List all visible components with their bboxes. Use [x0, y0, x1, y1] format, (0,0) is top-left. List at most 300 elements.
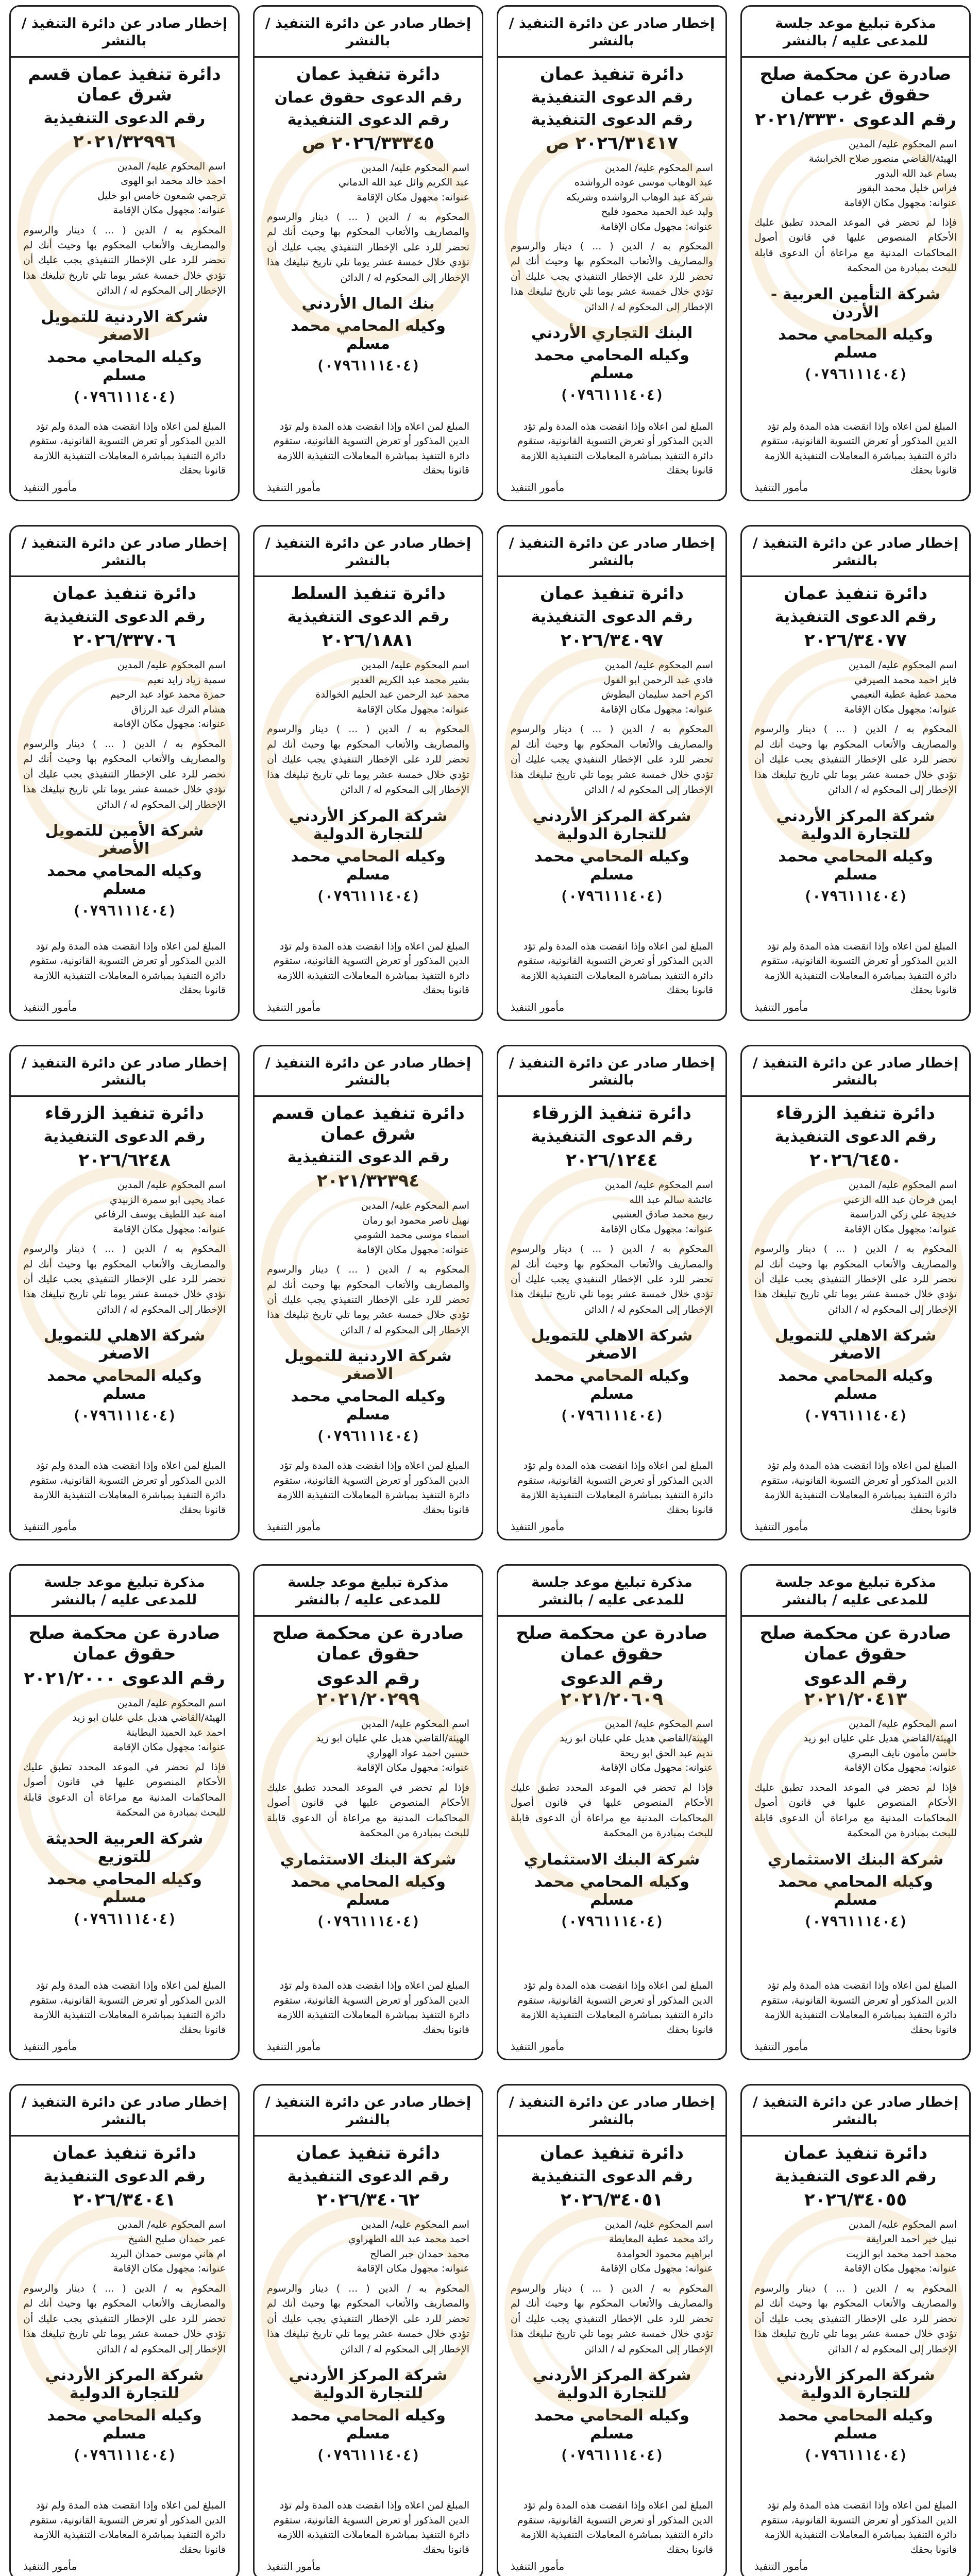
- notice-department: دائرة تنفيذ عمان قسم شرق عمان: [272, 1103, 465, 1145]
- notice-department: دائرة تنفيذ عمان: [52, 2142, 197, 2163]
- lawyer-phone: (٠٧٩٦١١١٤٠٤): [560, 2447, 664, 2464]
- notice-department: دائرة تنفيذ عمان: [296, 63, 441, 84]
- party-name: محمد عطية عطية النعيمي: [851, 689, 957, 701]
- party-name: عمر حمدان صليح الشيخ: [128, 2233, 226, 2245]
- signature: مأمور التنفيذ: [754, 2040, 808, 2053]
- address-line: عنوانه: مجهول مكان الإقامة: [600, 1762, 713, 1774]
- notice-header: إخطار صادر عن دائرة التنفيذ / بالنشر: [742, 2091, 969, 2137]
- parties-list: [754, 658, 957, 717]
- signature: مأمور التنفيذ: [23, 1520, 77, 1533]
- notice-card: [9, 5, 240, 501]
- party-name: اسماء موسى محمد الشومي: [353, 1229, 469, 1241]
- closing-text: المبلغ لمن اعلاه وإذا انقضت هذه المدة ولم تؤد الدين المذكور أو تعرض التسوية القانونية، ستقوم دائرة التنفيذ بمباشرة المعاملات التنفيذية اللازمة قانونا بحقك: [761, 1460, 957, 1516]
- creditor-company: شركة الاهلي للتمويل الاصغر: [531, 1327, 693, 1363]
- party-name: نديم عبد الحق ابو ريحة: [620, 1747, 713, 1759]
- closing-text: المبلغ لمن اعلاه وإذا انقضت هذه المدة ولم تؤد الدين المذكور أو تعرض التسوية القانونية، ستقوم دائرة التنفيذ بمباشرة المعاملات التنفيذية اللازمة قانونا بحقك: [29, 2500, 226, 2555]
- party-name: ابراهيم محمود الحوامدة: [616, 2248, 713, 2260]
- case-label: رقم الدعوى التنفيذية: [43, 608, 206, 626]
- case-number: رقم الدعوى ٢٠٢١/٣٣٣٠: [755, 109, 956, 130]
- debtor-label: اسم المحكوم عليه/ المدين: [604, 659, 713, 671]
- signature: مأمور التنفيذ: [23, 2040, 77, 2053]
- notice-card: [9, 1045, 240, 1541]
- notice-header: إخطار صادر عن دائرة التنفيذ / بالنشر: [11, 2091, 238, 2137]
- notice-header: إخطار صادر عن دائرة التنفيذ / بالنشر: [255, 1052, 482, 1097]
- lawyer-name: وكيله المحامي محمد مسلم: [47, 2406, 202, 2443]
- notice-header: إخطار صادر عن دائرة التنفيذ / بالنشر: [498, 532, 725, 578]
- party-name: حاسن مأمون نايف البصري: [848, 1747, 957, 1759]
- notice-body: المحكوم به / الدين ( ... ) دينار والرسوم والمصاريف والأتعاب المحكوم بها وحيث أنك لم تحضر للرد على الإخطار التنفيذي يجب عليك أن تؤدي خلال خمسة عشر يوما تلي تاريخ تبليغك هذا الإخطار إلى المحكوم له / الدائن: [23, 224, 226, 297]
- lawyer-phone: (٠٧٩٦١١١٤٠٤): [803, 365, 908, 383]
- lawyer-name: وكيله المحامي محمد مسلم: [778, 1872, 933, 1909]
- signature: مأمور التنفيذ: [23, 2560, 77, 2573]
- party-name: فايز احمد محمد الصيرفي: [854, 674, 957, 686]
- lawyer-name: وكيله المحامي محمد مسلم: [291, 1872, 446, 1909]
- party-name: خديجة علي زكي الدراسمة: [850, 1209, 957, 1221]
- creditor-company: شركة البنك الاستثماري: [523, 1850, 700, 1869]
- case-label: رقم الدعوى التنفيذية: [287, 1148, 449, 1167]
- debtor-label: اسم المحكوم عليه/ المدين: [117, 160, 226, 172]
- debtor-label: اسم المحكوم عليه/ المدين: [361, 1718, 469, 1730]
- lawyer-name: وكيله المحامي محمد مسلم: [291, 847, 446, 884]
- lawyer-phone: (٠٧٩٦١١١٤٠٤): [316, 887, 420, 905]
- lawyer-name: وكيله المحامي محمد مسلم: [778, 847, 933, 884]
- closing-text: المبلغ لمن اعلاه وإذا انقضت هذه المدة ولم تؤد الدين المذكور أو تعرض التسوية القانونية، ستقوم دائرة التنفيذ بمباشرة المعاملات التنفيذية اللازمة قانونا بحقك: [29, 1460, 226, 1516]
- party-name: عبد الوهاب موسى عوده الرواشده: [575, 177, 713, 188]
- notice-department: دائرة تنفيذ الزرقاء: [532, 1103, 691, 1124]
- lawyer-phone: (٠٧٩٦١١١٤٠٤): [316, 1428, 420, 1445]
- signature: مأمور التنفيذ: [511, 2560, 565, 2573]
- case-number: ٢٠٢٦/٣٤٠٩٧: [560, 630, 664, 651]
- lawyer-name: وكيله المحامي محمد مسلم: [291, 317, 446, 353]
- debtor-label: اسم المحكوم عليه/ المدين: [604, 2218, 713, 2230]
- notice-header: إخطار صادر عن دائرة التنفيذ / بالنشر: [498, 2091, 725, 2137]
- case-label: رقم الدعوى التنفيذية: [531, 1128, 693, 1146]
- creditor-company: شركة المركز الأردني للتجارة الدولية: [45, 2366, 204, 2403]
- parties-list: [267, 161, 469, 205]
- signature: مأمور التنفيذ: [23, 1001, 77, 1013]
- lawyer-phone: (٠٧٩٦١١١٤٠٤): [560, 887, 664, 905]
- address-line: عنوانه: مجهول مكان الإقامة: [357, 1244, 469, 1256]
- notice-body: المحكوم به / الدين ( ... ) دينار والرسوم والمصاريف والأتعاب المحكوم بها وحيث أنك لم تحضر للرد على الإخطار التنفيذي يجب عليك أن تؤدي خلال خمسة عشر يوما تلي تاريخ تبليغك هذا الإخطار إلى المحكوم له / الدائن: [23, 2282, 226, 2355]
- party-name: امنه عبد اللطيف يوسف الرفاعي: [94, 1209, 226, 1221]
- debtor-label: اسم المحكوم عليه/ المدين: [361, 162, 469, 174]
- parties-list: [23, 1178, 226, 1236]
- notice-body: المحكوم به / الدين ( ... ) دينار والرسوم والمصاريف والأتعاب المحكوم بها وحيث أنك لم تحضر للرد على الإخطار التنفيذي يجب عليك أن تؤدي خلال خمسة عشر يوما تلي تاريخ تبليغك هذا الإخطار إلى المحكوم له / الدائن: [754, 723, 957, 796]
- debtor-label: اسم المحكوم عليه/ المدين: [361, 2218, 469, 2230]
- notice-body: فإذا لم تحضر في الموعد المحدد تطبق عليك الأحكام المنصوص عليها في قانون أصول المحاكمات المدنية مع مراعاة أن الدعوى قابلة للبحث بمبادرة من المحكمة: [23, 1761, 226, 1819]
- lawyer-phone: (٠٧٩٦١١١٤٠٤): [72, 1910, 177, 1927]
- signature: مأمور التنفيذ: [511, 1520, 565, 1533]
- lawyer-name: وكيله المحامي محمد مسلم: [534, 847, 689, 884]
- party-name: ايمن فرحان عبد الله الزعبي: [843, 1194, 957, 1206]
- notice-card: [253, 1045, 483, 1541]
- notice-card: [253, 5, 483, 501]
- lawyer-phone: (٠٧٩٦١١١٤٠٤): [560, 1912, 664, 1930]
- party-name: محمد احمد محمد ابو الزيت: [846, 2248, 957, 2260]
- lawyer-phone: (٠٧٩٦١١١٤٠٤): [316, 2447, 420, 2464]
- notice-body: فإذا لم تحضر في الموعد المحدد تطبق عليك الأحكام المنصوص عليها في قانون أصول المحاكمات المدنية مع مراعاة أن الدعوى قابلة للبحث بمبادرة من المحكمة: [754, 217, 957, 274]
- creditor-company: شركة المركز الأردني للتجارة الدولية: [776, 2366, 935, 2403]
- signature: مأمور التنفيذ: [267, 2560, 321, 2573]
- lawyer-name: وكيله المحامي محمد مسلم: [534, 1872, 689, 1909]
- party-name: احمد خالد محمد ابو الهوى: [121, 175, 226, 187]
- lawyer-phone: (٠٧٩٦١١١٤٠٤): [72, 1407, 177, 1425]
- parties-list: [754, 1178, 957, 1236]
- parties-list: [511, 2217, 713, 2276]
- closing-text: المبلغ لمن اعلاه وإذا انقضت هذه المدة ولم تؤد الدين المذكور أو تعرض التسوية القانونية، ستقوم دائرة التنفيذ بمباشرة المعاملات التنفيذية اللازمة قانونا بحقك: [517, 1980, 713, 2036]
- notice-body: المحكوم به / الدين ( ... ) دينار والرسوم والمصاريف والأتعاب المحكوم بها وحيث أنك لم تحضر للرد على الإخطار التنفيذي يجب عليك أن تؤدي خلال خمسة عشر يوما تلي تاريخ تبليغك هذا الإخطار إلى المحكوم له / الدائن: [23, 1243, 226, 1315]
- lawyer-name: وكيله المحامي محمد مسلم: [534, 346, 689, 383]
- lawyer-phone: (٠٧٩٦١١١٤٠٤): [316, 1912, 420, 1930]
- notice-body: فإذا لم تحضر في الموعد المحدد تطبق عليك الأحكام المنصوص عليها في قانون أصول المحاكمات المدنية مع مراعاة أن الدعوى قابلة للبحث بمبادرة من المحكمة: [511, 1782, 713, 1839]
- creditor-company: شركة المركز الأردني للتجارة الدولية: [289, 807, 448, 843]
- case-label: رقم الدعوى التنفيذية: [774, 1128, 937, 1146]
- case-number: ٢٠٢٦/٣٤٠٥١: [560, 2189, 664, 2210]
- signature: مأمور التنفيذ: [511, 481, 565, 494]
- signature: مأمور التنفيذ: [754, 1520, 808, 1533]
- closing-text: المبلغ لمن اعلاه وإذا انقضت هذه المدة ولم تؤد الدين المذكور أو تعرض التسوية القانونية، ستقوم دائرة التنفيذ بمباشرة المعاملات التنفيذية اللازمة قانونا بحقك: [273, 2500, 469, 2555]
- case-number: ٢٠٢٦/٣١٤١٧ ص: [546, 132, 678, 154]
- party-name: احمد محمد عبد الله الطهراوي: [348, 2233, 469, 2245]
- parties-list: [754, 1717, 957, 1775]
- notice-body: المحكوم به / الدين ( ... ) دينار والرسوم والمصاريف والأتعاب المحكوم بها وحيث أنك لم تحضر للرد على الإخطار التنفيذي يجب عليك أن تؤدي خلال خمسة عشر يوما تلي تاريخ تبليغك هذا الإخطار إلى المحكوم له / الدائن: [511, 2282, 713, 2355]
- notice-body: فإذا لم تحضر في الموعد المحدد تطبق عليك الأحكام المنصوص عليها في قانون أصول المحاكمات المدنية مع مراعاة أن الدعوى قابلة للبحث بمبادرة من المحكمة: [754, 1782, 957, 1839]
- creditor-company: شركة العربية الحديثة للتوزيع: [45, 1829, 204, 1866]
- parties-list: [23, 159, 226, 218]
- parties-list: [511, 161, 713, 234]
- parties-list: [267, 1198, 469, 1257]
- party-name: الهيئة/القاضي هديل علي عليان ابو زيد: [72, 1712, 226, 1724]
- lawyer-name: وكيله المحامي محمد مسلم: [47, 1367, 202, 1403]
- notice-header: مذكرة تبليغ موعد جلسة للمدعى عليه / بالنشر: [11, 1571, 238, 1617]
- debtor-label: اسم المحكوم عليه/ المدين: [604, 1179, 713, 1191]
- lawyer-name: وكيله المحامي محمد مسلم: [778, 325, 933, 362]
- notice-header: مذكرة تبليغ موعد جلسة للمدعى عليه / بالنشر: [255, 1571, 482, 1617]
- case-number: ٢٠٢٦/٣٤٠٤١: [73, 2189, 176, 2210]
- signature: مأمور التنفيذ: [754, 1001, 808, 1013]
- debtor-label: اسم المحكوم عليه/ المدين: [604, 1718, 713, 1730]
- closing-text: المبلغ لمن اعلاه وإذا انقضت هذه المدة ولم تؤد الدين المذكور أو تعرض التسوية القانونية، ستقوم دائرة التنفيذ بمباشرة المعاملات التنفيذية اللازمة قانونا بحقك: [273, 1980, 469, 2036]
- closing-text: المبلغ لمن اعلاه وإذا انقضت هذه المدة ولم تؤد الدين المذكور أو تعرض التسوية القانونية، ستقوم دائرة التنفيذ بمباشرة المعاملات التنفيذية اللازمة قانونا بحقك: [29, 940, 226, 996]
- notice-header: إخطار صادر عن دائرة التنفيذ / بالنشر: [742, 532, 969, 578]
- parties-list: [267, 658, 469, 717]
- notice-body: المحكوم به / الدين ( ... ) دينار والرسوم والمصاريف والأتعاب المحكوم بها وحيث أنك لم تحضر للرد على الإخطار التنفيذي يجب عليك أن تؤدي خلال خمسة عشر يوما تلي تاريخ تبليغك هذا الإخطار إلى المحكوم له / الدائن: [267, 211, 469, 283]
- notice-card: [9, 2084, 240, 2576]
- address-line: عنوانه: مجهول مكان الإقامة: [844, 197, 957, 209]
- debtor-label: اسم المحكوم عليه/ المدين: [848, 1718, 957, 1730]
- closing-text: المبلغ لمن اعلاه وإذا انقضت هذه المدة ولم تؤد الدين المذكور أو تعرض التسوية القانونية، ستقوم دائرة التنفيذ بمباشرة المعاملات التنفيذية اللازمة قانونا بحقك: [517, 940, 713, 996]
- notice-department: صادرة عن محكمة صلح حقوق عمان: [759, 1622, 952, 1664]
- notice-body: المحكوم به / الدين ( ... ) دينار والرسوم والمصاريف والأتعاب المحكوم بها وحيث أنك لم تحضر للرد على الإخطار التنفيذي يجب عليك أن تؤدي خلال خمسة عشر يوما تلي تاريخ تبليغك هذا الإخطار إلى المحكوم له / الدائن: [754, 2282, 957, 2355]
- creditor-company: شركة الأمين للتمويل الأصغر: [45, 822, 204, 858]
- notice-department: دائرة تنفيذ عمان: [783, 2142, 928, 2163]
- closing-text: المبلغ لمن اعلاه وإذا انقضت هذه المدة ولم تؤد الدين المذكور أو تعرض التسوية القانونية، ستقوم دائرة التنفيذ بمباشرة المعاملات التنفيذية اللازمة قانونا بحقك: [29, 1980, 226, 2036]
- parties-list: [267, 2217, 469, 2276]
- closing-text: المبلغ لمن اعلاه وإذا انقضت هذه المدة ولم تؤد الدين المذكور أو تعرض التسوية القانونية، ستقوم دائرة التنفيذ بمباشرة المعاملات التنفيذية اللازمة قانونا بحقك: [761, 1980, 957, 2036]
- party-name: ربيع محمد صادق العشبي: [612, 1209, 713, 1221]
- signature: مأمور التنفيذ: [511, 2040, 565, 2053]
- case-number: ٢٠٢٦/٣٤٠٧٧: [804, 630, 907, 651]
- case-number: ٢٠٢٦/٣٤٠٦٢: [316, 2189, 420, 2210]
- case-label: رقم الدعوى التنفيذية: [287, 2167, 449, 2185]
- address-line: عنوانه: مجهول مكان الإقامة: [113, 718, 226, 730]
- party-name: الهيئة/القاضي هديل علي عليان ابو زيد: [316, 1733, 469, 1744]
- notice-header: إخطار صادر عن دائرة التنفيذ / بالنشر: [11, 1052, 238, 1097]
- case-label: رقم الدعوى التنفيذية: [531, 110, 693, 129]
- address-line: عنوانه: مجهول مكان الإقامة: [357, 1762, 469, 1774]
- notice-header: إخطار صادر عن دائرة التنفيذ / بالنشر: [255, 12, 482, 58]
- closing-text: المبلغ لمن اعلاه وإذا انقضت هذه المدة ولم تؤد الدين المذكور أو تعرض التسوية القانونية، ستقوم دائرة التنفيذ بمباشرة المعاملات التنفيذية اللازمة قانونا بحقك: [761, 940, 957, 996]
- case-label: رقم الدعوى التنفيذية: [531, 2167, 693, 2185]
- case-label: رقم الدعوى التنفيذية: [287, 110, 449, 129]
- case-number: رقم الدعوى ٢٠٢١/٢٠٠٠: [24, 1668, 225, 1689]
- notice-header: مذكرة تبليغ موعد جلسة للمدعى عليه / بالنشر: [742, 1571, 969, 1617]
- notice-department: دائرة تنفيذ عمان: [539, 63, 684, 84]
- notice-body: المحكوم به / الدين ( ... ) دينار والرسوم والمصاريف والأتعاب المحكوم بها وحيث أنك لم تحضر للرد على الإخطار التنفيذي يجب عليك أن تؤدي خلال خمسة عشر يوما تلي تاريخ تبليغك هذا الإخطار إلى المحكوم له / الدائن: [267, 1264, 469, 1336]
- notice-department: دائرة تنفيذ عمان: [539, 583, 684, 604]
- party-name: الهيئة/القاضي منصور صلاح الخرابشة: [808, 153, 957, 164]
- debtor-label: اسم المحكوم عليه/ المدين: [117, 2218, 226, 2230]
- notice-card: [740, 2084, 971, 2576]
- closing-text: المبلغ لمن اعلاه وإذا انقضت هذه المدة ولم تؤد الدين المذكور أو تعرض التسوية القانونية، ستقوم دائرة التنفيذ بمباشرة المعاملات التنفيذية اللازمة قانونا بحقك: [273, 1460, 469, 1516]
- case-number: ٢٠٢١/٣٢٣٩٤: [316, 1171, 420, 1192]
- address-line: عنوانه: مجهول مكان الإقامة: [600, 1223, 713, 1235]
- debtor-label: اسم المحكوم عليه/ المدين: [848, 1179, 957, 1191]
- party-name: نبيل خير احمد العرايقة: [866, 2233, 957, 2245]
- notice-header: مذكرة تبليغ موعد جلسة للمدعى عليه / بالنشر: [498, 1571, 725, 1617]
- address-line: عنوانه: مجهول مكان الإقامة: [113, 1741, 226, 1753]
- debtor-label: اسم المحكوم عليه/ المدين: [848, 2218, 957, 2230]
- party-name: وليد عبد الحميد محمود فليح: [601, 206, 713, 217]
- party-name: الهيئة/القاضي هديل علي عليان ابو زيد: [803, 1733, 957, 1744]
- closing-text: المبلغ لمن اعلاه وإذا انقضت هذه المدة ولم تؤد الدين المذكور أو تعرض التسوية القانونية، ستقوم دائرة التنفيذ بمباشرة المعاملات التنفيذية اللازمة قانونا بحقك: [761, 2500, 957, 2555]
- notice-body: المحكوم به / الدين ( ... ) دينار والرسوم والمصاريف والأتعاب المحكوم بها وحيث أنك لم تحضر للرد على الإخطار التنفيذي يجب عليك أن تؤدي خلال خمسة عشر يوما تلي تاريخ تبليغك هذا الإخطار إلى المحكوم له / الدائن: [754, 1243, 957, 1315]
- signature: مأمور التنفيذ: [267, 2040, 321, 2053]
- closing-text: المبلغ لمن اعلاه وإذا انقضت هذه المدة ولم تؤد الدين المذكور أو تعرض التسوية القانونية، ستقوم دائرة التنفيذ بمباشرة المعاملات التنفيذية اللازمة قانونا بحقك: [517, 1460, 713, 1516]
- party-name: بشير محمد عبد الكريم الغدير: [351, 674, 469, 686]
- parties-list: [511, 1717, 713, 1775]
- signature: مأمور التنفيذ: [267, 481, 321, 494]
- notice-department: دائرة تنفيذ عمان: [52, 583, 197, 604]
- case-number: ٢٠٢٦/٣٣٧٠٦: [73, 630, 176, 651]
- debtor-label: اسم المحكوم عليه/ المدين: [117, 659, 226, 671]
- lawyer-phone: (٠٧٩٦١١١٤٠٤): [803, 2447, 908, 2464]
- notice-card: [253, 525, 483, 1021]
- creditor-company: شركة التأمين العربية - الأردن: [770, 285, 941, 321]
- notices-grid: [9, 5, 971, 2576]
- case-label: رقم الدعوى التنفيذية: [43, 2167, 206, 2185]
- creditor-company: شركة المركز الأردني للتجارة الدولية: [532, 807, 691, 843]
- notice-department: صادرة عن محكمة صلح حقوق عمان: [28, 1622, 221, 1664]
- address-line: عنوانه: مجهول مكان الإقامة: [357, 2263, 469, 2275]
- party-name: عبد الكريم وائل عبد الله الدماني: [338, 177, 469, 188]
- lawyer-name: وكيله المحامي محمد مسلم: [47, 1870, 202, 1906]
- lawyer-name: وكيله المحامي محمد مسلم: [291, 2406, 446, 2443]
- address-line: عنوانه: مجهول مكان الإقامة: [844, 1223, 957, 1235]
- notice-header: إخطار صادر عن دائرة التنفيذ / بالنشر: [498, 12, 725, 58]
- address-line: عنوانه: مجهول مكان الإقامة: [113, 1223, 226, 1235]
- notice-card: [497, 1045, 727, 1541]
- case-number: ٢٠٢٦/١٢٤٤: [566, 1150, 658, 1171]
- debtor-label: اسم المحكوم عليه/ المدين: [848, 138, 957, 150]
- case-number: رقم الدعوى ٢٠٢١/٢٠٦٠٩: [560, 1668, 664, 1709]
- notice-card: [253, 1564, 483, 2060]
- case-label: رقم الدعوى التنفيذية: [43, 1128, 206, 1146]
- notice-department: دائرة تنفيذ عمان: [296, 2142, 441, 2163]
- notice-department: دائرة تنفيذ الزرقاء: [776, 1103, 935, 1124]
- notice-subtitle: رقم الدعوى التنفيذية: [531, 88, 693, 107]
- notice-card: [497, 1564, 727, 2060]
- lawyer-phone: (٠٧٩٦١١١٤٠٤): [803, 1912, 908, 1930]
- case-number: رقم الدعوى ٢٠٢١/٢٠٢٩٩: [316, 1668, 420, 1709]
- party-name: شركة عبد الوهاب الرواشده وشريكه: [566, 191, 713, 203]
- party-name: احمد عبد الحميد البطاينة: [126, 1726, 226, 1738]
- notice-card: [740, 1564, 971, 2060]
- address-line: عنوانه: مجهول مكان الإقامة: [844, 703, 957, 715]
- closing-text: المبلغ لمن اعلاه وإذا انقضت هذه المدة ولم تؤد الدين المذكور أو تعرض التسوية القانونية، ستقوم دائرة التنفيذ بمباشرة المعاملات التنفيذية اللازمة قانونا بحقك: [517, 420, 713, 477]
- party-name: عائشة سالم عبد الله: [629, 1194, 713, 1206]
- notice-header: إخطار صادر عن دائرة التنفيذ / بالنشر: [255, 2091, 482, 2137]
- address-line: عنوانه: مجهول مكان الإقامة: [113, 205, 226, 216]
- case-number: ٢٠٢٦/٣٤٠٥٥: [804, 2189, 907, 2210]
- creditor-company: شركة الاردنية للتمويل الاصغر: [284, 1347, 452, 1384]
- lawyer-phone: (٠٧٩٦١١١٤٠٤): [72, 902, 177, 920]
- lawyer-phone: (٠٧٩٦١١١٤٠٤): [560, 386, 664, 404]
- party-name: ام هاني موسى حمدان البريد: [110, 2248, 226, 2260]
- party-name: بسام عبد الله البدور: [875, 167, 957, 179]
- notice-body: المحكوم به / الدين ( ... ) دينار والرسوم والمصاريف والأتعاب المحكوم بها وحيث أنك لم تحضر للرد على الإخطار التنفيذي يجب عليك أن تؤدي خلال خمسة عشر يوما تلي تاريخ تبليغك هذا الإخطار إلى المحكوم له / الدائن: [511, 723, 713, 796]
- party-name: سمية زياد زايد نعيم: [147, 674, 226, 686]
- address-line: عنوانه: مجهول مكان الإقامة: [600, 221, 713, 232]
- party-name: الهيئة/القاضي هديل علي عليان ابو زيد: [560, 1733, 713, 1744]
- party-name: هشام الترك عبد الرزاق: [131, 703, 226, 715]
- lawyer-phone: (٠٧٩٦١١١٤٠٤): [803, 887, 908, 905]
- parties-list: [23, 658, 226, 732]
- closing-text: المبلغ لمن اعلاه وإذا انقضت هذه المدة ولم تؤد الدين المذكور أو تعرض التسوية القانونية، ستقوم دائرة التنفيذ بمباشرة المعاملات التنفيذية اللازمة قانونا بحقك: [517, 2500, 713, 2555]
- party-name: فراس خليل محمد البقور: [857, 182, 957, 194]
- party-name: ترجمي شمعون خامس ابو خليل: [97, 190, 226, 201]
- notice-card: [740, 525, 971, 1021]
- notice-header: إخطار صادر عن دائرة التنفيذ / بالنشر: [255, 532, 482, 578]
- notice-subtitle: رقم الدعوى حقوق عمان: [274, 88, 462, 107]
- notice-department: صادرة عن محكمة صلح حقوق عمان: [516, 1622, 708, 1664]
- case-number: ٢٠٢١/٣٢٩٩٦: [73, 131, 176, 152]
- address-line: عنوانه: مجهول مكان الإقامة: [113, 2263, 226, 2275]
- notice-card: [740, 5, 971, 501]
- lawyer-name: وكيله المحامي محمد مسلم: [534, 1367, 689, 1403]
- address-line: عنوانه: مجهول مكان الإقامة: [357, 703, 469, 715]
- notice-card: [497, 5, 727, 501]
- signature: مأمور التنفيذ: [267, 1520, 321, 1533]
- address-line: عنوانه: مجهول مكان الإقامة: [600, 2263, 713, 2275]
- address-line: عنوانه: مجهول مكان الإقامة: [844, 1762, 957, 1774]
- notice-card: [740, 1045, 971, 1541]
- party-name: عماد يحيى ابو سمرة الزبيدي: [110, 1194, 226, 1206]
- closing-text: المبلغ لمن اعلاه وإذا انقضت هذه المدة ولم تؤد الدين المذكور أو تعرض التسوية القانونية، ستقوم دائرة التنفيذ بمباشرة المعاملات التنفيذية اللازمة قانونا بحقك: [273, 940, 469, 996]
- lawyer-phone: (٠٧٩٦١١١٤٠٤): [316, 357, 420, 375]
- party-name: اكرم احمد سليمان البطوش: [601, 689, 713, 701]
- notice-department: دائرة تنفيذ الزرقاء: [45, 1103, 204, 1124]
- notice-card: [9, 1564, 240, 2060]
- case-label: رقم الدعوى التنفيذية: [531, 608, 693, 626]
- notice-header: إخطار صادر عن دائرة التنفيذ / بالنشر: [11, 12, 238, 58]
- lawyer-name: وكيله المحامي محمد مسلم: [47, 862, 202, 899]
- lawyer-phone: (٠٧٩٦١١١٤٠٤): [803, 1407, 908, 1425]
- case-number: ٢٠٢٦/٣٣٣٤٥ ص: [302, 132, 434, 154]
- parties-list: [511, 1178, 713, 1236]
- party-name: حمزة محمد عواد عبد الرحيم: [110, 689, 226, 701]
- case-number: ٢٠٢٦/٦٢٤٨: [78, 1150, 171, 1171]
- signature: مأمور التنفيذ: [511, 1001, 565, 1013]
- notice-header: مذكرة تبليغ موعد جلسة للمدعى عليه / بالنشر: [742, 12, 969, 58]
- notice-department: صادرة عن محكمة صلح حقوق عمان: [272, 1622, 464, 1664]
- debtor-label: اسم المحكوم عليه/ المدين: [117, 1179, 226, 1191]
- lawyer-phone: (٠٧٩٦١١١٤٠٤): [560, 1407, 664, 1425]
- lawyer-name: وكيله المحامي محمد مسلم: [534, 2406, 689, 2443]
- debtor-label: اسم المحكوم عليه/ المدين: [604, 162, 713, 174]
- closing-text: المبلغ لمن اعلاه وإذا انقضت هذه المدة ولم تؤد الدين المذكور أو تعرض التسوية القانونية، ستقوم دائرة التنفيذ بمباشرة المعاملات التنفيذية اللازمة قانونا بحقك: [761, 420, 957, 477]
- creditor-company: شركة المركز الأردني للتجارة الدولية: [532, 2366, 691, 2403]
- party-name: محمد عبد الرحمن عبد الحليم الخوالدة: [315, 689, 469, 701]
- signature: مأمور التنفيذ: [267, 1001, 321, 1013]
- creditor-company: البنك التجاري الأردني: [531, 324, 693, 343]
- lawyer-name: وكيله المحامي محمد مسلم: [778, 1367, 933, 1403]
- address-line: عنوانه: مجهول مكان الإقامة: [600, 703, 713, 715]
- debtor-label: اسم المحكوم عليه/ المدين: [848, 659, 957, 671]
- lawyer-name: وكيله المحامي محمد مسلم: [291, 1387, 446, 1424]
- notice-header: إخطار صادر عن دائرة التنفيذ / بالنشر: [498, 1052, 725, 1097]
- case-number: رقم الدعوى ٢٠٢١/٢٠٤١٣: [804, 1668, 907, 1709]
- party-name: حسين احمد عواد الهواري: [367, 1747, 469, 1759]
- notice-body: المحكوم به / الدين ( ... ) دينار والرسوم والمصاريف والأتعاب المحكوم بها وحيث أنك لم تحضر للرد على الإخطار التنفيذي يجب عليك أن تؤدي خلال خمسة عشر يوما تلي تاريخ تبليغك هذا الإخطار إلى المحكوم له / الدائن: [267, 723, 469, 796]
- parties-list: [511, 658, 713, 717]
- parties-list: [23, 2217, 226, 2276]
- signature: مأمور التنفيذ: [754, 481, 808, 494]
- notice-card: [253, 2084, 483, 2576]
- parties-list: [23, 1696, 226, 1755]
- party-name: فادي عبد الرحمن ابو الفول: [603, 674, 713, 686]
- notice-body: المحكوم به / الدين ( ... ) دينار والرسوم والمصاريف والأتعاب المحكوم بها وحيث أنك لم تحضر للرد على الإخطار التنفيذي يجب عليك أن تؤدي خلال خمسة عشر يوما تلي تاريخ تبليغك هذا الإخطار إلى المحكوم له / الدائن: [23, 738, 226, 810]
- notice-body: فإذا لم تحضر في الموعد المحدد تطبق عليك الأحكام المنصوص عليها في قانون أصول المحاكمات المدنية مع مراعاة أن الدعوى قابلة للبحث بمبادرة من المحكمة: [267, 1782, 469, 1839]
- creditor-company: شركة الاهلي للتمويل الاصغر: [774, 1327, 937, 1363]
- creditor-company: شركة البنك الاستثماري: [767, 1850, 944, 1869]
- case-number: ٢٠٢٦/١٨٨١: [322, 630, 414, 651]
- debtor-label: اسم المحكوم عليه/ المدين: [361, 659, 469, 671]
- signature: مأمور التنفيذ: [754, 2560, 808, 2573]
- creditor-company: شركة الاهلي للتمويل الاصغر: [43, 1327, 206, 1363]
- lawyer-name: وكيله المحامي محمد مسلم: [47, 348, 202, 384]
- notice-header: إخطار صادر عن دائرة التنفيذ / بالنشر: [742, 1052, 969, 1097]
- notice-card: [497, 525, 727, 1021]
- creditor-company: شركة المركز الأردني للتجارة الدولية: [776, 807, 935, 843]
- case-label: رقم الدعوى التنفيذية: [774, 608, 937, 626]
- notice-department: دائرة تنفيذ عمان قسم شرق عمان: [28, 63, 221, 105]
- creditor-company: شركة المركز الأردني للتجارة الدولية: [289, 2366, 448, 2403]
- party-name: محمد حمدان جبر الصالح: [370, 2248, 469, 2260]
- address-line: عنوانه: مجهول مكان الإقامة: [357, 191, 469, 203]
- notice-card: [9, 525, 240, 1021]
- party-name: رائد محمد عطية المعايطة: [609, 2233, 713, 2245]
- notice-body: المحكوم به / الدين ( ... ) دينار والرسوم والمصاريف والأتعاب المحكوم بها وحيث أنك لم تحضر للرد على الإخطار التنفيذي يجب عليك أن تؤدي خلال خمسة عشر يوما تلي تاريخ تبليغك هذا الإخطار إلى المحكوم له / الدائن: [267, 2282, 469, 2355]
- parties-list: [754, 137, 957, 211]
- signature: مأمور التنفيذ: [23, 481, 77, 494]
- lawyer-phone: (٠٧٩٦١١١٤٠٤): [72, 388, 177, 405]
- address-line: عنوانه: مجهول مكان الإقامة: [844, 2263, 957, 2275]
- notice-header: إخطار صادر عن دائرة التنفيذ / بالنشر: [11, 532, 238, 578]
- creditor-company: شركة الاردنية للتمويل الاصغر: [41, 308, 208, 344]
- closing-text: المبلغ لمن اعلاه وإذا انقضت هذه المدة ولم تؤد الدين المذكور أو تعرض التسوية القانونية، ستقوم دائرة التنفيذ بمباشرة المعاملات التنفيذية اللازمة قانونا بحقك: [273, 420, 469, 477]
- closing-text: المبلغ لمن اعلاه وإذا انقضت هذه المدة ولم تؤد الدين المذكور أو تعرض التسوية القانونية، ستقوم دائرة التنفيذ بمباشرة المعاملات التنفيذية اللازمة قانونا بحقك: [29, 420, 226, 477]
